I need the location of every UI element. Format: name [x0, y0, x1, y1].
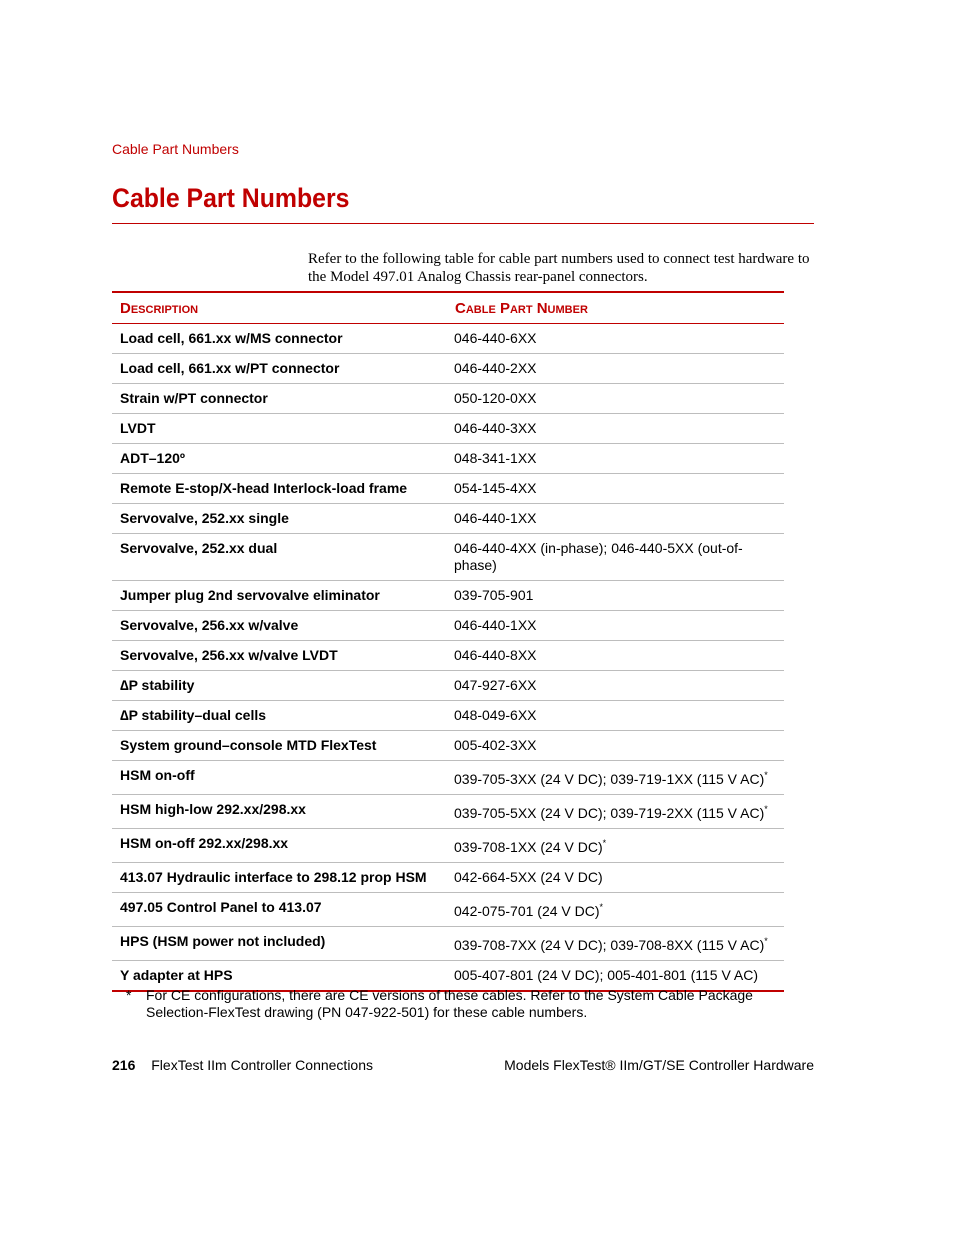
- row-part-number: 046-440-6XX: [454, 330, 537, 346]
- footer-book-title: Models FlexTest® IIm/GT/SE Controller Hardware: [504, 1057, 814, 1073]
- row-description: 413.07 Hydraulic interface to 298.12 prop HSM: [112, 863, 447, 893]
- row-part-number-cell: [447, 671, 784, 701]
- running-head: Cable Part Numbers: [112, 141, 239, 157]
- footnote-reference: *: [764, 936, 768, 946]
- row-part-number-cell: [447, 324, 784, 354]
- row-part-number: 039-708-7XX (24 V DC); 039-708-8XX (115 V AC): [454, 937, 765, 953]
- row-description: Remote E-stop/X-head Interlock-load frame: [112, 474, 447, 504]
- row-part-number-cell: [447, 611, 784, 641]
- row-part-number-cell: [447, 581, 784, 611]
- table-row: [112, 354, 784, 384]
- table-row: [112, 731, 784, 761]
- footnote-reference: *: [602, 838, 607, 848]
- table-row: [112, 324, 784, 354]
- page-number: 216: [112, 1057, 136, 1073]
- footer-chapter: FlexTest IIm Controller Connections: [151, 1057, 374, 1073]
- row-part-number: 042-075-701 (24 V DC): [454, 903, 600, 919]
- row-part-number-cell: [447, 701, 784, 731]
- row-part-number-cell: [447, 534, 784, 581]
- row-description: ∆P stability–dual cells: [112, 701, 447, 731]
- table-row: [112, 927, 784, 961]
- row-description: Servovalve, 252.xx single: [112, 504, 447, 534]
- table-row: [112, 384, 784, 414]
- table-row: [112, 474, 784, 504]
- row-description: HSM high-low 292.xx/298.xx: [112, 795, 447, 829]
- row-part-number-cell: [447, 414, 784, 444]
- row-description: HPS (HSM power not included): [112, 927, 447, 961]
- row-part-number: 039-708-1XX (24 V DC): [454, 839, 603, 855]
- footnote-reference: *: [599, 902, 604, 912]
- footnote-text: For CE configurations, there are CE versions of these cables. Refer to the System Cable Package Selection-FlexTest drawing (PN 047-922-501) for these cable numbers.: [146, 987, 753, 1020]
- row-description: System ground–console MTD FlexTest: [112, 731, 447, 761]
- table-body: [112, 324, 784, 992]
- table-row: [112, 829, 784, 863]
- row-description: LVDT: [112, 414, 447, 444]
- row-part-number-cell: [447, 474, 784, 504]
- row-part-number-cell: [447, 444, 784, 474]
- row-part-number-cell: [447, 863, 784, 893]
- header-cable-part-number: Cable Part Number: [447, 292, 784, 324]
- row-description: Load cell, 661.xx w/MS connector: [120, 330, 343, 346]
- row-description: Servovalve, 256.xx w/valve: [112, 611, 447, 641]
- table-row: [112, 701, 784, 731]
- row-part-number: 005-407-801 (24 V DC); 005-401-801 (115 V AC): [454, 967, 759, 983]
- cable-part-table: [112, 291, 784, 992]
- row-part-number: 039-705-3XX (24 V DC); 039-719-1XX (115 V AC): [454, 771, 765, 787]
- row-part-number: 046-440-2XX: [454, 360, 537, 376]
- row-part-number: 048-049-6XX: [454, 707, 537, 723]
- row-part-number: 048-341-1XX: [454, 450, 537, 466]
- row-part-number-cell: [447, 384, 784, 414]
- row-part-number: 046-440-1XX: [454, 510, 537, 526]
- row-part-number-cell: [447, 354, 784, 384]
- row-description: Y adapter at HPS: [112, 961, 447, 992]
- row-part-number: 046-440-4XX (in-phase); 046-440-5XX (out-of-phase): [454, 540, 743, 573]
- footnote: [126, 987, 766, 1021]
- page-footer: [112, 1057, 814, 1073]
- row-part-number: 054-145-4XX: [454, 480, 537, 496]
- row-part-number-cell: [447, 641, 784, 671]
- row-part-number: 050-120-0XX: [454, 390, 537, 406]
- table-row: [112, 671, 784, 701]
- row-part-number-cell: [447, 829, 784, 863]
- row-description: Servovalve, 252.xx dual: [112, 534, 447, 581]
- table-row: [112, 863, 784, 893]
- row-description: Strain w/PT connector: [112, 384, 447, 414]
- row-description: Servovalve, 256.xx w/valve LVDT: [112, 641, 447, 671]
- row-description: ∆P stability: [112, 671, 447, 701]
- table-row: [112, 761, 784, 795]
- row-part-number-cell: [447, 893, 784, 927]
- row-part-number: 039-705-901: [454, 587, 534, 603]
- row-description: Jumper plug 2nd servovalve eliminator: [112, 581, 447, 611]
- row-part-number: 047-927-6XX: [454, 677, 537, 693]
- row-part-number-cell: [447, 795, 784, 829]
- row-part-number: 046-440-3XX: [454, 420, 537, 436]
- row-part-number: 039-705-5XX (24 V DC); 039-719-2XX (115 V AC): [454, 805, 765, 821]
- row-description: 497.05 Control Panel to 413.07: [112, 893, 447, 927]
- table-row: [112, 611, 784, 641]
- table-row: [112, 414, 784, 444]
- row-description: HSM on-off: [112, 761, 447, 795]
- row-description: HSM on-off 292.xx/298.xx: [112, 829, 447, 863]
- row-part-number-cell: [447, 761, 784, 795]
- row-description: ADT–120º: [112, 444, 447, 474]
- row-part-number-cell: [447, 731, 784, 761]
- footnote-reference: *: [764, 804, 768, 814]
- header-description: Description: [112, 292, 447, 324]
- intro-paragraph: Refer to the following table for cable part numbers used to connect test hardware to the Model 497.01 Analog Chassis rear-panel connectors.: [308, 251, 810, 285]
- row-part-number: 042-664-5XX (24 V DC): [454, 869, 603, 885]
- table-row: [112, 641, 784, 671]
- page-title: Cable Part Numbers: [112, 183, 350, 213]
- table-row: [112, 504, 784, 534]
- row-part-number: 046-440-1XX: [454, 617, 537, 633]
- table-row: [112, 581, 784, 611]
- row-part-number: 046-440-8XX: [454, 647, 537, 663]
- title-rule: [112, 223, 814, 224]
- row-part-number-cell: [447, 504, 784, 534]
- row-description: Load cell, 661.xx w/PT connector: [112, 354, 447, 384]
- footnote-mark: *: [126, 987, 132, 1003]
- row-part-number: 005-402-3XX: [454, 737, 537, 753]
- table-row: [112, 893, 784, 927]
- table-row: [112, 444, 784, 474]
- row-part-number-cell: [447, 927, 784, 961]
- table-header-row: [112, 292, 784, 324]
- table-row: [112, 534, 784, 581]
- footnote-reference: *: [764, 770, 768, 780]
- table-row: [112, 795, 784, 829]
